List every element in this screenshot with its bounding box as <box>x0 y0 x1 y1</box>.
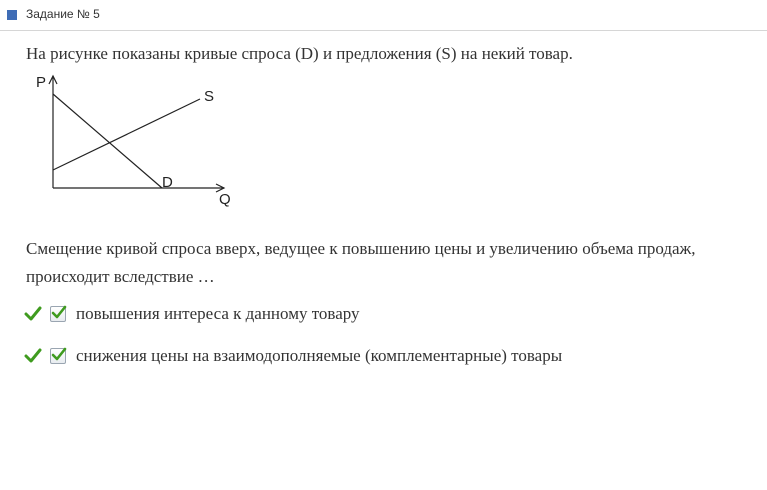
answer-label-2: снижения цены на взаимодополняемые (комплементарные) товары <box>76 346 563 365</box>
q-axis-label: Q <box>219 191 231 208</box>
question-prompt: Смещение кривой спроса вверх, ведущее к повышению цены и увеличению объема продаж, происходит вследствие … <box>26 239 696 286</box>
answer-checkbox-2[interactable] <box>50 348 66 364</box>
supply-label: S <box>204 88 215 105</box>
answer-option-1[interactable] <box>24 303 360 325</box>
checkbox-checked-icon <box>50 345 68 363</box>
answer-label-1: повышения интереса к данному товару <box>76 304 360 323</box>
answer-checkbox-1[interactable] <box>50 306 66 322</box>
task-title: Задание № 5 <box>26 7 100 21</box>
supply-curve <box>53 99 200 170</box>
p-axis-label: P <box>36 74 47 91</box>
correct-check-icon <box>24 305 42 323</box>
demand-label: D <box>162 174 173 191</box>
checkbox-checked-icon <box>50 303 68 321</box>
correct-check-icon <box>24 347 42 365</box>
demand-curve <box>53 94 162 188</box>
answer-option-2[interactable] <box>24 345 562 367</box>
question-text: На рисунке показаны кривые спроса (D) и предложения (S) на некий товар. <box>26 44 573 63</box>
